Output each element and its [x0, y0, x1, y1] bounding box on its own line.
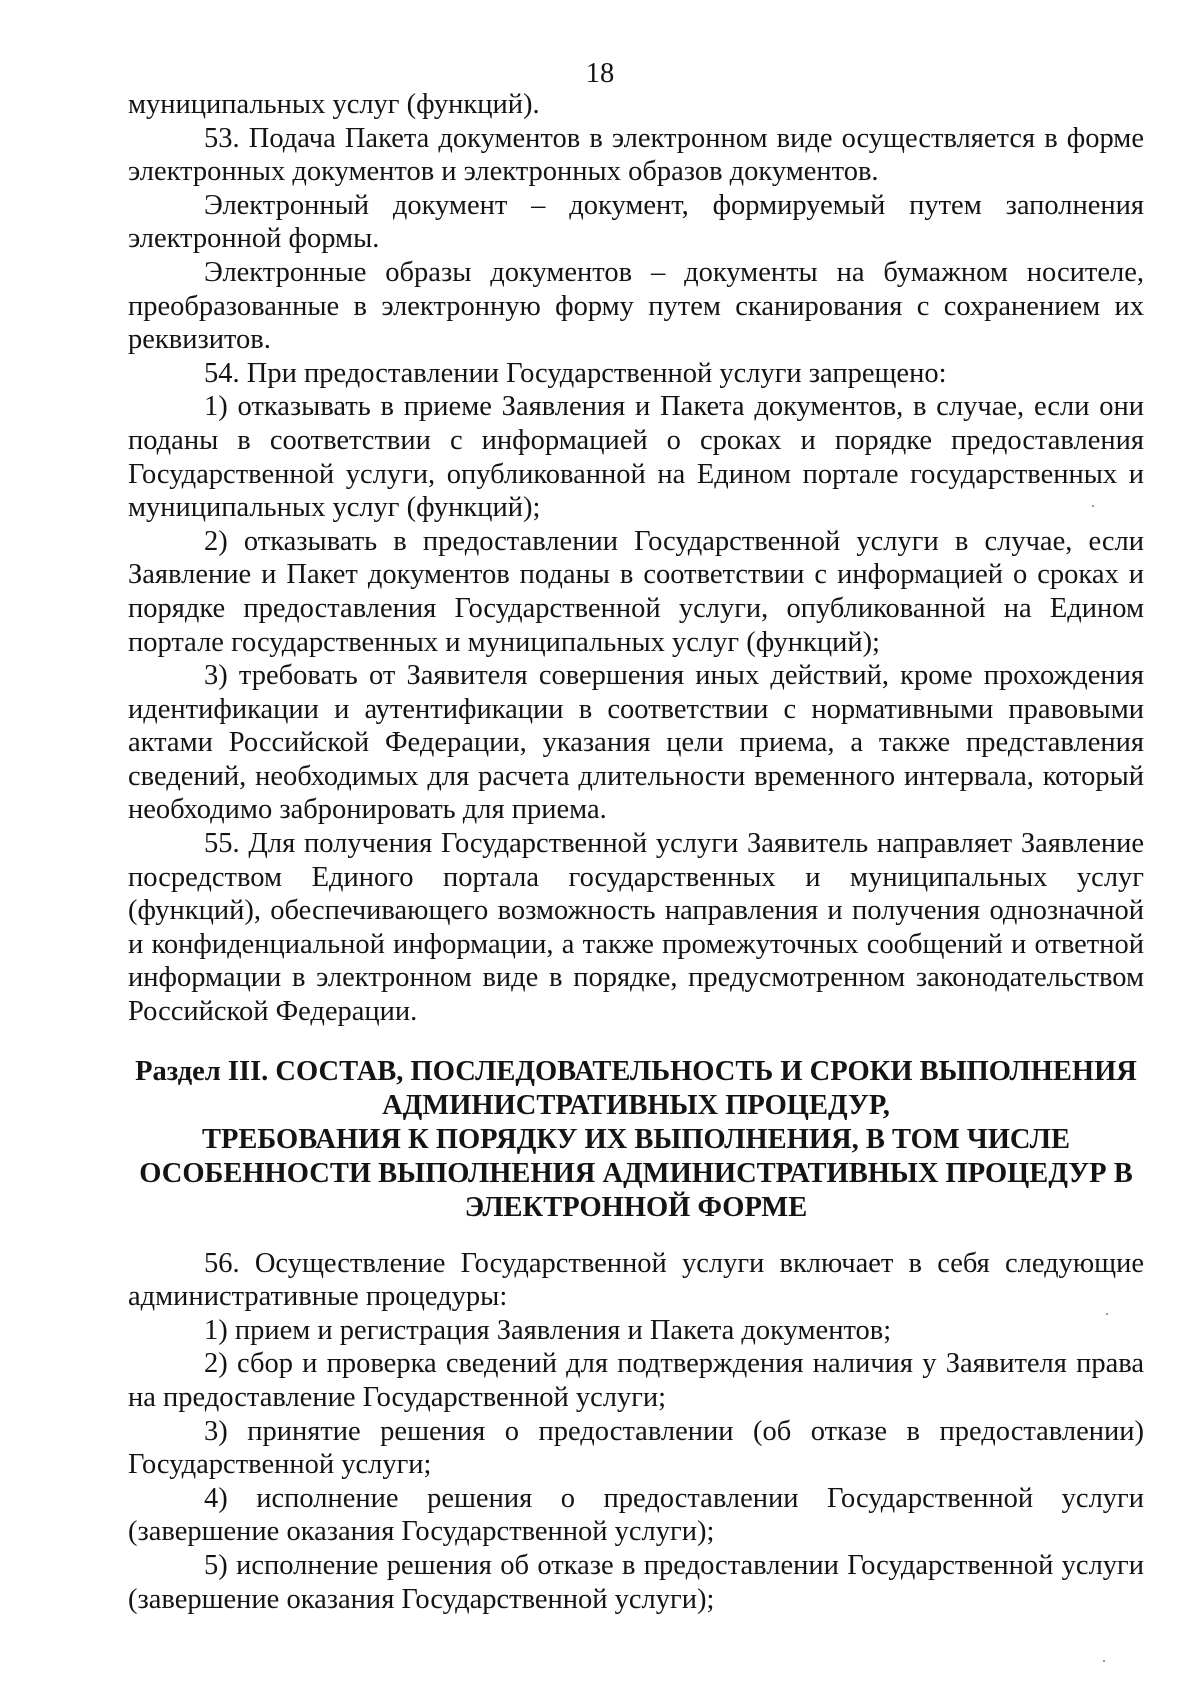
paragraph-56-item-2: 2) сбор и проверка сведений для подтверждения наличия у Заявителя права на предоставление Государственной услуги;	[128, 1348, 1144, 1413]
section-heading-line: Раздел III. СОСТАВ, ПОСЛЕДОВАТЕЛЬНОСТЬ И СРОКИ ВЫПОЛНЕНИЯ	[135, 1055, 1137, 1087]
paragraph-continuation: муниципальных услуг (функций).	[128, 89, 540, 120]
paragraph-55: 55. Для получения Государственной услуги Заявитель направляет Заявление посредством Единого портала государственных и муниципальных услуг (функций), обеспечивающего возможность направления и получения однозначной и конфиденциальной информации, а также промежуточных сообщений и ответной информации в электронном виде в порядке, предусмотренном законодательством Российской Федерации.	[128, 828, 1144, 1028]
paragraph-electronic-document: Электронный документ – документ, формируемый путем заполнения электронной формы.	[128, 189, 1144, 255]
paragraph-56: 56. Осуществление Государственной услуги включает в себя следующие административные процедуры:	[128, 1247, 1144, 1313]
paragraph-54-item-1: 1) отказывать в приеме Заявления и Пакета документов, в случае, если они поданы в соответствии с информацией о сроках и порядке предоставления Государственной услуги, опубликованной на Едином портале государственных и муниципальных услуг (функций);	[128, 391, 1144, 524]
paragraph-54-item-3: 3) требовать от Заявителя совершения иных действий, кроме прохождения идентификации и аутентификации в соответствии с нормативными правовыми актами Российской Федерации, указания цели приема, а также представления сведений, необходимых для расчета длительности временного интервала, который необходимо забронировать для приема.	[128, 660, 1144, 826]
scan-speck	[1103, 1660, 1105, 1662]
paragraphs-after-section	[128, 1247, 1144, 1617]
paragraph-56-item-1: 1) прием и регистрация Заявления и Пакета документов;	[204, 1314, 892, 1346]
section-heading	[128, 1055, 1144, 1225]
paragraph-56-item-5: 5) исполнение решения об отказе в предоставлении Государственной услуги (завершение оказания Государственной услуги);	[128, 1549, 1144, 1615]
section-heading-line: АДМИНИСТРАТИВНЫХ ПРОЦЕДУР,	[382, 1089, 890, 1121]
paragraph-56-item-3: 3) принятие решения о предоставлении (об отказе в предоставлении) Государственной услуги;	[128, 1415, 1144, 1481]
scan-speck	[1092, 505, 1094, 507]
paragraph-electronic-images: Электронные образы документов – документы на бумажном носителе, преобразованные в электронную форму путем сканирования с сохранением их реквизитов.	[128, 256, 1144, 356]
paragraph-54-item-2: 2) отказывать в предоставлении Государственной услуги в случае, если Заявление и Пакет документов поданы в соответствии с информацией о сроках и порядке предоставления Государственной услуги, опубликованной на Едином портале государственных и муниципальных услуг (функций);	[128, 525, 1144, 658]
scan-speck	[1106, 1313, 1108, 1315]
section-heading-line: ЭЛЕКТРОННОЙ ФОРМЕ	[464, 1191, 808, 1223]
paragraph-53: 53. Подача Пакета документов в электронном виде осуществляется в форме электронных документов и электронных образов документов.	[128, 122, 1144, 188]
paragraphs-before-section	[128, 88, 1144, 1029]
document-body	[128, 88, 1144, 1616]
page-number: 18	[585, 58, 615, 89]
section-heading-line: ОСОБЕННОСТИ ВЫПОЛНЕНИЯ АДМИНИСТРАТИВНЫХ ПРОЦЕДУР В	[139, 1157, 1133, 1189]
section-heading-line: ТРЕБОВАНИЯ К ПОРЯДКУ ИХ ВЫПОЛНЕНИЯ, В ТОМ ЧИСЛЕ	[201, 1123, 1071, 1155]
paragraph-56-item-4: 4) исполнение решения о предоставлении Государственной услуги (завершение оказания Государственной услуги);	[128, 1482, 1144, 1548]
paragraph-54: 54. При предоставлении Государственной услуги запрещено:	[204, 357, 947, 389]
